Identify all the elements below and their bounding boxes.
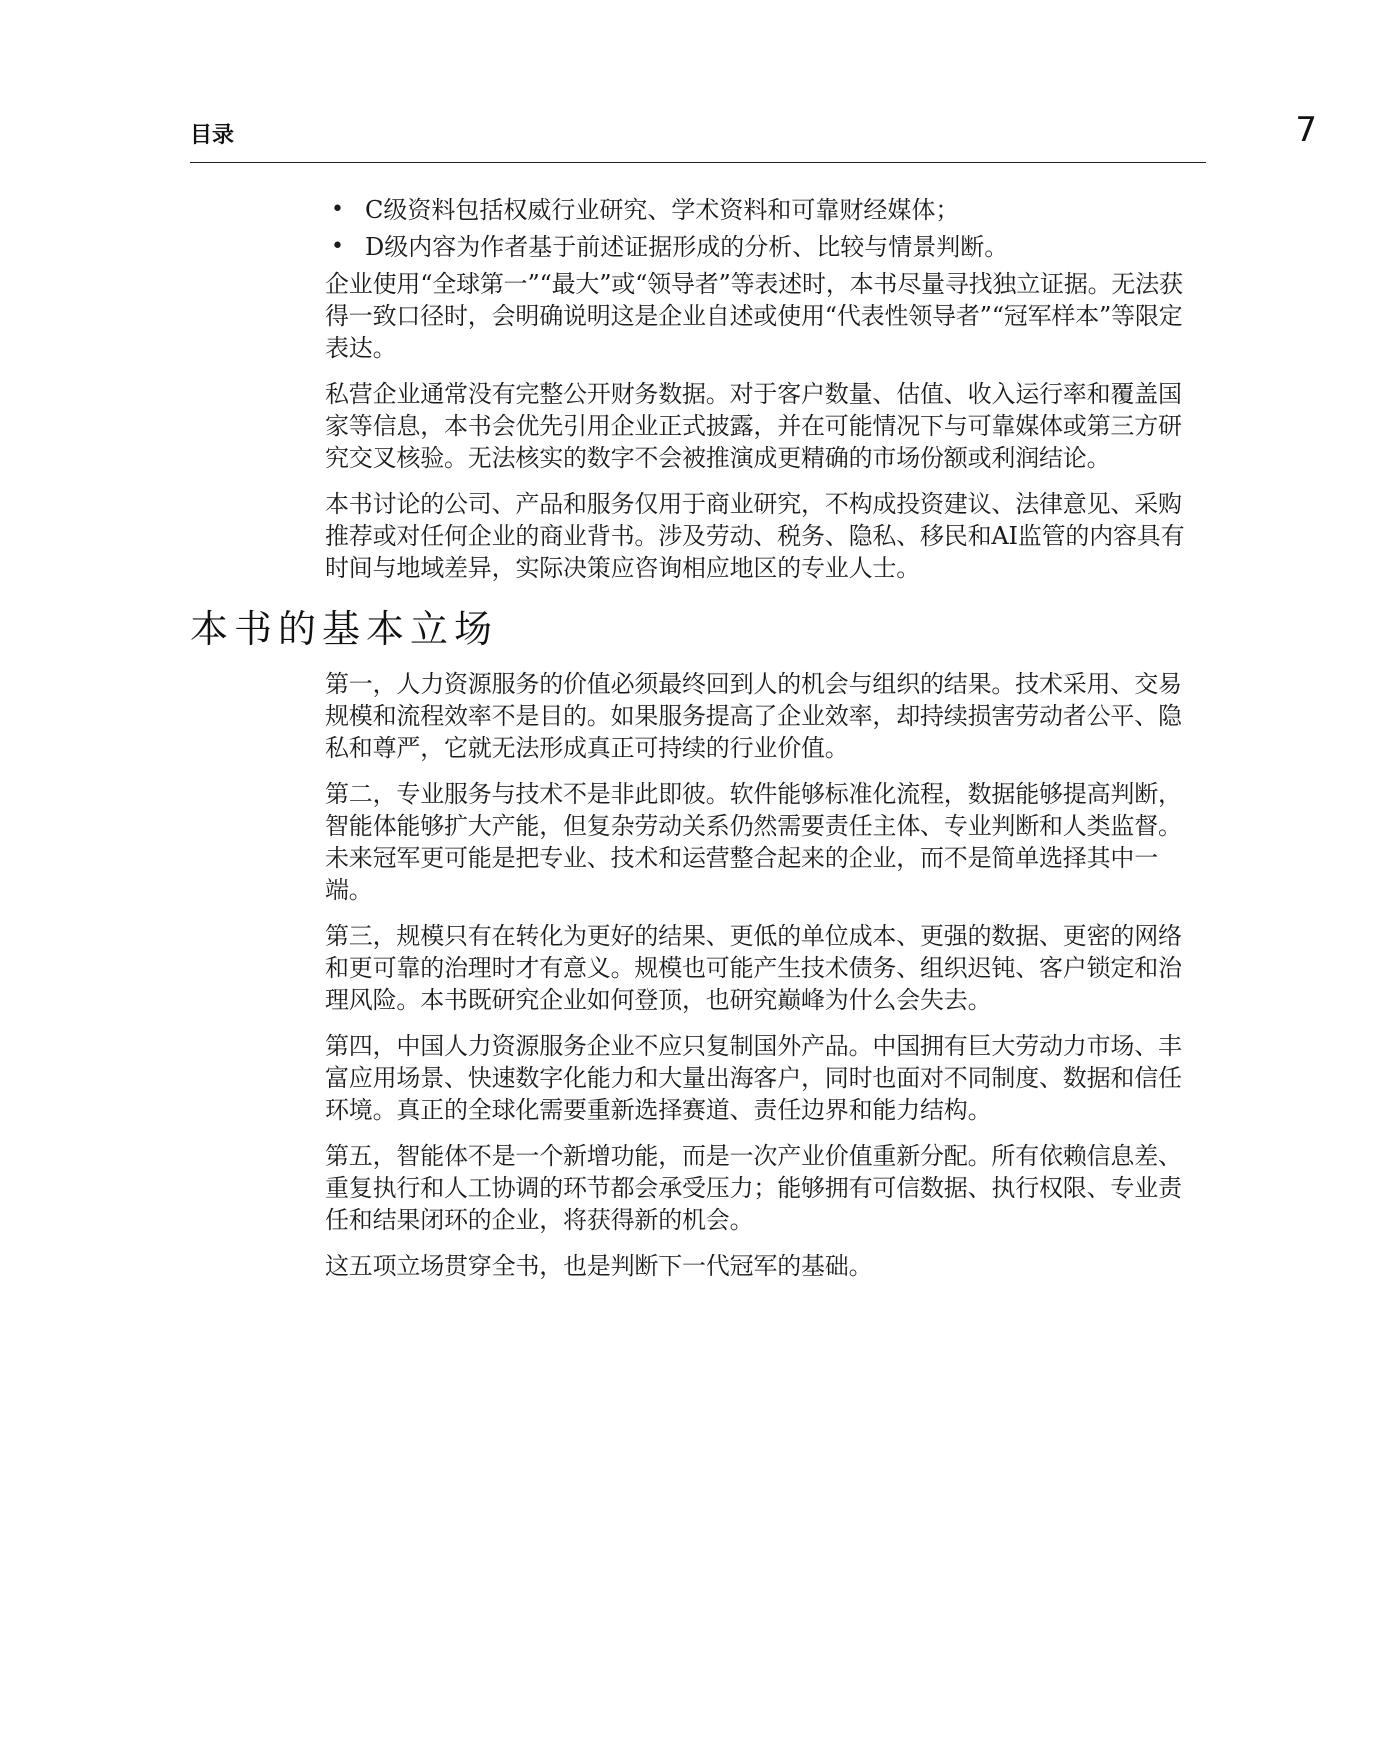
list-item: [325, 194, 1205, 226]
list-item-text: C级资料包括权威行业研究、学术资料和可靠财经媒体；: [365, 196, 960, 224]
intro-text: [325, 268, 1205, 598]
running-title: 目录: [190, 123, 235, 148]
paragraph: 第一，人力资源服务的价值必须最终回到人的机会与组织的结果。技术采用、交易规模和流程效率不是目的。如果服务提高了企业效率，却持续损害劳动者公平、隐私和尊严，它就无法形成真正可持续的行业价值。: [325, 670, 1182, 762]
paragraph: 第二，专业服务与技术不是非此即彼。软件能够标准化流程，数据能够提高判断，智能体能够扩大产能，但复杂劳动关系仍然需要责任主体、专业判断和人类监督。未来冠军更可能是把专业、技术和运营整合起来的企业，而不是简单选择其中一端。: [325, 780, 1182, 904]
paragraph: 这五项立场贯穿全书，也是判断下一代冠军的基础。: [325, 1252, 873, 1280]
list-item: [325, 231, 1205, 263]
paragraph: 第五，智能体不是一个新增功能，而是一次产业价值重新分配。所有依赖信息差、重复执行和人工协调的环节都会承受压力；能够拥有可信数据、执行权限、专业责任和结果闭环的企业，将获得新的机会。: [325, 1142, 1182, 1234]
paragraph: 第四，中国人力资源服务企业不应只复制国外产品。中国拥有巨大劳动力市场、丰富应用场景、快速数字化能力和大量出海客户，同时也面对不同制度、数据和信任环境。真正的全球化需要重新选择赛道、责任边界和能力结构。: [325, 1032, 1182, 1124]
bullet-icon: •: [331, 197, 344, 222]
section-body: [325, 668, 1205, 1296]
list-item-text: D级内容为作者基于前述证据形成的分析、比较与情景判断。: [365, 233, 1009, 261]
page-number: 7: [1295, 110, 1317, 150]
paragraph: 私营企业通常没有完整公开财务数据。对于客户数量、估值、收入运行率和覆盖国家等信息，本书会优先引用企业正式披露，并在可能情况下与可靠媒体或第三方研究交叉核验。无法核实的数字不会被推演成更精确的市场份额或利润结论。: [325, 380, 1182, 472]
paragraph: 企业使用“全球第一”“最大”或“领导者”等表述时，本书尽量寻找独立证据。无法获得一致口径时，会明确说明这是企业自述或使用“代表性领导者”“冠军样本”等限定表达。: [325, 270, 1183, 362]
page-header: [190, 110, 1317, 162]
header-rule: [190, 162, 1206, 163]
section-heading: 本书的基本立场: [190, 607, 499, 651]
paragraph: 本书讨论的公司、产品和服务仅用于商业研究，不构成投资建议、法律意见、采购推荐或对任何企业的商业背书。涉及劳动、税务、隐私、移民和AI监管的内容具有时间与地域差异，实际决策应咨询相应地区的专业人士。: [325, 490, 1185, 582]
bullet-icon: •: [331, 234, 344, 259]
paragraph: 第三，规模只有在转化为更好的结果、更低的单位成本、更强的数据、更密的网络和更可靠的治理时才有意义。规模也可能产生技术债务、组织迟钝、客户锁定和治理风险。本书既研究企业如何登顶，也研究巅峰为什么会失去。: [325, 922, 1182, 1014]
bullet-list: [325, 194, 1205, 268]
